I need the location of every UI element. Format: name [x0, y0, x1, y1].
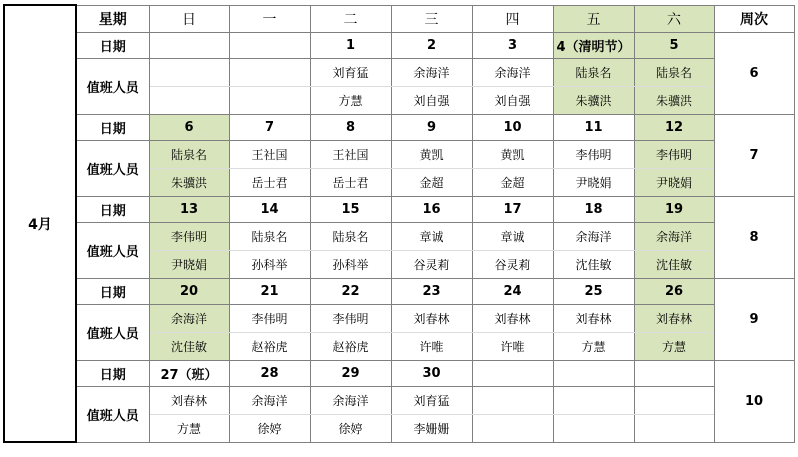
staff-name-cell: 王社国 [229, 140, 310, 168]
staff-name-cell: 陆泉名 [310, 222, 391, 250]
staff-name-cell: 章诚 [391, 222, 472, 250]
staff-name-cell: 章诚 [472, 222, 553, 250]
date-cell: 15 [310, 196, 391, 222]
date-row-label: 日期 [76, 360, 149, 386]
staff-name-cell: 王社国 [310, 140, 391, 168]
month-cell: 4月 [4, 5, 76, 442]
staff-row [4, 222, 794, 250]
date-row [4, 32, 794, 58]
staff-name-cell: 余海洋 [391, 58, 472, 86]
staff-name-cell: 刘春林 [553, 304, 634, 332]
staff-name-cell: 李伟明 [553, 140, 634, 168]
staff-name-cell: 刘春林 [472, 304, 553, 332]
date-row [4, 114, 794, 140]
date-cell: 23 [391, 278, 472, 304]
staff-name-cell: 黄凯 [391, 140, 472, 168]
day-header: 日 [149, 5, 229, 32]
staff-name-cell: 李伟明 [634, 140, 714, 168]
staff-name-cell [634, 414, 714, 442]
date-cell: 2 [391, 32, 472, 58]
staff-name-cell [229, 86, 310, 114]
staff-name-cell: 金超 [391, 168, 472, 196]
staff-name-cell: 李伟明 [229, 304, 310, 332]
date-cell: 1 [310, 32, 391, 58]
staff-name-cell: 尹晓娟 [553, 168, 634, 196]
staff-name-cell: 余海洋 [310, 386, 391, 414]
staff-name-cell: 许唯 [472, 332, 553, 360]
staff-name-cell: 刘自强 [472, 86, 553, 114]
staff-name-cell: 方慧 [553, 332, 634, 360]
staff-name-cell: 余海洋 [229, 386, 310, 414]
staff-name-cell: 谷灵莉 [391, 250, 472, 278]
date-cell: 25 [553, 278, 634, 304]
date-cell: 5 [634, 32, 714, 58]
staff-name-cell: 刘春林 [149, 386, 229, 414]
staff-name-cell: 刘春林 [391, 304, 472, 332]
date-cell: 4（清明节） [553, 32, 634, 58]
staff-name-cell: 赵裕虎 [229, 332, 310, 360]
date-cell: 27（班） [149, 360, 229, 386]
date-cell: 3 [472, 32, 553, 58]
day-header: 六 [634, 5, 714, 32]
staff-name-cell: 孙科举 [229, 250, 310, 278]
staff-name-cell: 方慧 [149, 414, 229, 442]
staff-name-cell: 余海洋 [472, 58, 553, 86]
date-cell: 28 [229, 360, 310, 386]
staff-name-cell: 尹晓娟 [634, 168, 714, 196]
date-cell: 11 [553, 114, 634, 140]
staff-row [4, 58, 794, 86]
date-cell: 24 [472, 278, 553, 304]
staff-name-cell: 李伟明 [149, 222, 229, 250]
weekday-header: 星期 [76, 5, 149, 32]
staff-name-cell: 方慧 [310, 86, 391, 114]
date-cell: 8 [310, 114, 391, 140]
date-cell: 12 [634, 114, 714, 140]
staff-name-cell: 余海洋 [553, 222, 634, 250]
staff-name-cell: 陆泉名 [634, 58, 714, 86]
date-cell: 26 [634, 278, 714, 304]
date-cell [472, 360, 553, 386]
date-cell: 16 [391, 196, 472, 222]
staff-name-cell: 刘自强 [391, 86, 472, 114]
staff-name-cell: 李伟明 [310, 304, 391, 332]
staff-name-cell: 余海洋 [634, 222, 714, 250]
staff-name-cell: 沈佳敏 [553, 250, 634, 278]
staff-name-cell [472, 414, 553, 442]
staff-name-cell: 岳士君 [229, 168, 310, 196]
day-header: 三 [391, 5, 472, 32]
roster-body [4, 5, 794, 442]
date-row-label: 日期 [76, 32, 149, 58]
day-header: 五 [553, 5, 634, 32]
staff-name-cell [472, 386, 553, 414]
staff-name-cell: 刘育猛 [310, 58, 391, 86]
date-cell [229, 32, 310, 58]
week-header: 周次 [714, 5, 794, 32]
staff-row-label: 值班人员 [76, 140, 149, 196]
staff-name-cell: 陆泉名 [149, 140, 229, 168]
date-row-label: 日期 [76, 114, 149, 140]
staff-name-cell: 朱骥洪 [149, 168, 229, 196]
day-header: 四 [472, 5, 553, 32]
date-cell [149, 32, 229, 58]
date-cell: 18 [553, 196, 634, 222]
date-row-label: 日期 [76, 196, 149, 222]
staff-row-label: 值班人员 [76, 304, 149, 360]
staff-name-cell: 余海洋 [149, 304, 229, 332]
staff-name-cell: 陆泉名 [553, 58, 634, 86]
date-cell: 6 [149, 114, 229, 140]
staff-name-cell: 黄凯 [472, 140, 553, 168]
staff-name-cell [149, 86, 229, 114]
staff-row [4, 304, 794, 332]
staff-name-cell: 方慧 [634, 332, 714, 360]
staff-name-cell: 赵裕虎 [310, 332, 391, 360]
staff-name-cell [149, 58, 229, 86]
staff-name-cell: 沈佳敏 [149, 332, 229, 360]
staff-name-cell: 徐婷 [310, 414, 391, 442]
date-cell: 19 [634, 196, 714, 222]
week-number-cell: 8 [714, 196, 794, 278]
staff-row [4, 140, 794, 168]
date-row [4, 196, 794, 222]
staff-name-cell [553, 386, 634, 414]
date-row [4, 278, 794, 304]
date-cell [553, 360, 634, 386]
header-row [4, 5, 794, 32]
staff-name-cell: 谷灵莉 [472, 250, 553, 278]
staff-name-cell: 刘育猛 [391, 386, 472, 414]
week-number-cell: 6 [714, 32, 794, 114]
staff-row-label: 值班人员 [76, 222, 149, 278]
staff-name-cell: 陆泉名 [229, 222, 310, 250]
date-cell: 22 [310, 278, 391, 304]
date-cell: 13 [149, 196, 229, 222]
staff-name-cell [634, 386, 714, 414]
staff-name-cell: 刘春林 [634, 304, 714, 332]
staff-name-cell: 岳士君 [310, 168, 391, 196]
staff-name-cell: 朱骥洪 [553, 86, 634, 114]
staff-row-label: 值班人员 [76, 386, 149, 442]
date-row-label: 日期 [76, 278, 149, 304]
staff-name-cell [553, 414, 634, 442]
date-cell: 17 [472, 196, 553, 222]
week-number-cell: 9 [714, 278, 794, 360]
staff-name-cell: 李姗姗 [391, 414, 472, 442]
date-cell: 14 [229, 196, 310, 222]
date-cell: 9 [391, 114, 472, 140]
staff-name-cell [229, 58, 310, 86]
staff-name-cell: 徐婷 [229, 414, 310, 442]
staff-row [4, 386, 794, 414]
date-row [4, 360, 794, 386]
date-cell [634, 360, 714, 386]
week-number-cell: 10 [714, 360, 794, 442]
day-header: 一 [229, 5, 310, 32]
day-header: 二 [310, 5, 391, 32]
staff-name-cell: 许唯 [391, 332, 472, 360]
staff-name-cell: 朱骥洪 [634, 86, 714, 114]
staff-name-cell: 金超 [472, 168, 553, 196]
duty-roster-table [3, 4, 795, 443]
date-cell: 30 [391, 360, 472, 386]
date-cell: 21 [229, 278, 310, 304]
staff-row-label: 值班人员 [76, 58, 149, 114]
date-cell: 29 [310, 360, 391, 386]
staff-name-cell: 孙科举 [310, 250, 391, 278]
date-cell: 10 [472, 114, 553, 140]
week-number-cell: 7 [714, 114, 794, 196]
date-cell: 7 [229, 114, 310, 140]
staff-name-cell: 沈佳敏 [634, 250, 714, 278]
date-cell: 20 [149, 278, 229, 304]
staff-name-cell: 尹晓娟 [149, 250, 229, 278]
